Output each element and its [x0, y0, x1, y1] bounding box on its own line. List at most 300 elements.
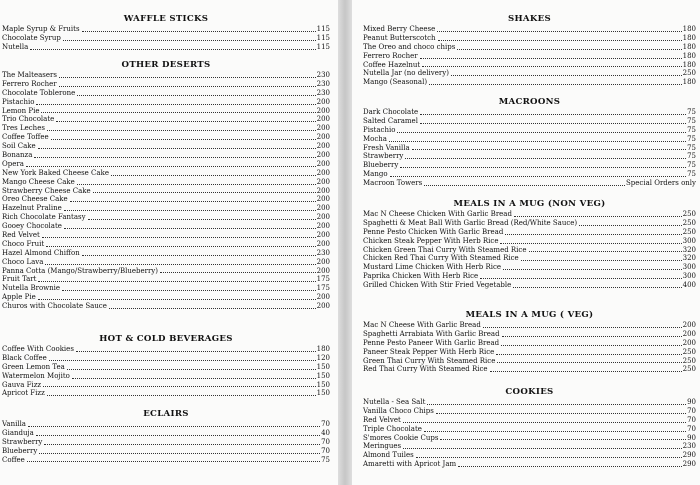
item-price: 180 — [316, 344, 330, 353]
dot-leader — [579, 225, 681, 226]
item-name: Chocolate Toblerone — [2, 88, 76, 97]
dot-leader — [440, 439, 686, 440]
dot-leader — [67, 369, 316, 370]
menu-item — [2, 98, 330, 107]
item-name: Macroon Towers — [363, 179, 423, 188]
item-price: 75 — [687, 161, 696, 170]
item-name: S'mores Cookie Cups — [363, 433, 439, 442]
item-price: 200 — [316, 177, 330, 186]
menu-item — [363, 52, 696, 61]
item-name: Blueberry — [363, 161, 399, 170]
dot-leader — [62, 290, 316, 291]
item-name: Pistachio — [2, 97, 35, 106]
menu-item — [363, 434, 696, 443]
item-name: Green Thai Curry With Steamed Rice — [363, 356, 496, 365]
item-name: Strawberry — [2, 437, 43, 446]
item-price: 300 — [682, 272, 696, 281]
dot-leader — [46, 246, 315, 247]
menu-item — [363, 460, 696, 469]
menu-item — [363, 161, 696, 170]
menu-item — [2, 178, 330, 187]
item-name: Fruit Tart — [2, 275, 37, 284]
dot-leader — [424, 185, 625, 186]
menu-item — [2, 107, 330, 116]
item-name: Meringues — [363, 442, 402, 451]
menu-item — [2, 389, 330, 398]
menu-item — [2, 25, 330, 34]
menu-item — [2, 231, 330, 240]
dot-leader — [403, 422, 686, 423]
menu-item — [363, 254, 696, 263]
item-name: Red Velvet — [2, 231, 40, 240]
item-name: Mocha — [363, 134, 387, 143]
item-price: 180 — [682, 51, 696, 60]
dot-leader — [500, 243, 681, 244]
item-name: Lemon Pie — [2, 106, 40, 115]
item-price: 200 — [682, 320, 696, 329]
item-name: Salted Caramel — [363, 116, 418, 125]
section-title: COOKIES — [505, 387, 554, 397]
menu-item — [363, 61, 696, 70]
item-name: Triple Chocolate — [363, 424, 422, 433]
section-title: HOT & COLD BEVERAGES — [99, 334, 233, 344]
dot-leader — [420, 114, 686, 115]
item-price: 250 — [682, 218, 696, 227]
menu-item — [2, 267, 330, 276]
dot-leader — [56, 121, 315, 122]
dot-leader — [64, 210, 316, 211]
item-price: 180 — [682, 42, 696, 51]
dot-leader — [59, 77, 316, 78]
item-price: 250 — [682, 209, 696, 218]
item-name: Mixed Berry Cheese — [363, 24, 436, 33]
item-price: 115 — [316, 33, 330, 42]
menu-item — [2, 240, 330, 249]
item-price: 150 — [316, 362, 330, 371]
dot-leader — [49, 360, 316, 361]
item-name: Coffee — [2, 455, 25, 464]
menu-list — [363, 25, 696, 87]
dot-leader — [501, 345, 682, 346]
item-name: Coffee Hazelnut — [363, 60, 421, 69]
menu-item — [2, 169, 330, 178]
item-name: Penne Pesto Paneer With Garlic Bread — [363, 338, 500, 347]
item-price: 90 — [687, 433, 696, 442]
item-price: 250 — [682, 69, 696, 78]
item-price: 200 — [316, 239, 330, 248]
menu-item — [2, 34, 330, 43]
item-name: Chicken Red Thai Curry With Steamed Rice — [363, 254, 519, 263]
dot-leader — [26, 166, 316, 167]
section-title: MEALS IN A MUG ( VEG) — [465, 310, 594, 320]
item-price: 200 — [682, 329, 696, 338]
item-price: 200 — [316, 266, 330, 275]
item-price: 200 — [316, 222, 330, 231]
menu-item — [2, 345, 330, 354]
dot-leader — [41, 112, 315, 113]
menu-list — [2, 345, 330, 398]
item-name: Spaghetti & Meat Ball With Garlic Bread (Red/White Sauce) — [363, 218, 578, 227]
item-price: 115 — [316, 42, 330, 51]
dot-leader — [420, 58, 682, 59]
item-name: Pistachio — [363, 125, 396, 134]
dot-leader — [30, 49, 315, 50]
item-name: Amaretti with Apricot Jam — [363, 460, 457, 469]
dot-leader — [82, 31, 316, 32]
menu-item — [2, 213, 330, 222]
item-price: 40 — [321, 428, 330, 437]
item-price: 200 — [316, 195, 330, 204]
dot-leader — [389, 141, 686, 142]
item-name: Gianduja — [2, 428, 34, 437]
dot-leader — [111, 175, 316, 176]
item-price: 230 — [682, 442, 696, 451]
item-price: 200 — [316, 142, 330, 151]
shakes-section — [363, 13, 696, 87]
item-name: Churos with Chocolate Sauce — [2, 302, 107, 311]
item-name: Gauva Fizz — [2, 380, 42, 389]
item-price: 180 — [682, 78, 696, 87]
dot-leader — [77, 95, 315, 96]
item-price: 250 — [682, 365, 696, 374]
menu-item — [363, 330, 696, 339]
dot-leader — [88, 219, 316, 220]
dot-leader — [82, 255, 316, 256]
menu-item — [363, 69, 696, 78]
menu-item — [363, 339, 696, 348]
item-name: Penne Pesto Chicken With Garlic Bread — [363, 227, 504, 236]
item-price: 230 — [316, 70, 330, 79]
item-price: 75 — [687, 143, 696, 152]
menu-list — [363, 398, 696, 469]
menu-list — [363, 321, 696, 374]
menu-item — [363, 108, 696, 117]
item-name: Grilled Chicken With Stir Fried Vegetable — [363, 281, 512, 290]
item-name: Red Thai Curry With Steamed Rice — [363, 365, 488, 374]
item-name: Choco Lava — [2, 257, 44, 266]
waffle-sticks-section — [2, 13, 330, 52]
menu-item — [363, 416, 696, 425]
menu-item — [2, 447, 330, 456]
item-name: Soil Cake — [2, 142, 36, 151]
section-title: ECLAIRS — [143, 409, 189, 419]
item-name: Paneer Steak Pepper With Herb Rice — [363, 347, 495, 356]
item-name: Nutella - Sea Salt — [363, 397, 426, 406]
menu-item — [2, 195, 330, 204]
menu-item — [2, 429, 330, 438]
menu-item — [363, 117, 696, 126]
item-name: Vanilla Choco Chips — [363, 406, 434, 415]
item-name: Paprika Chicken With Herb Rice — [363, 272, 479, 281]
dot-leader — [429, 84, 682, 85]
dot-leader — [513, 287, 681, 288]
item-price: 150 — [316, 371, 330, 380]
section-title: OTHER DESERTS — [121, 60, 211, 70]
item-name: Gooey Chocolate — [2, 222, 62, 231]
section-title: MEALS IN A MUG (NON VEG) — [453, 199, 606, 209]
menu-item — [2, 354, 330, 363]
item-price: Special Orders only — [625, 179, 696, 188]
section-title: MACROONS — [498, 97, 561, 107]
menu-item — [363, 357, 696, 366]
menu-item — [2, 372, 330, 381]
item-price: 200 — [316, 151, 330, 159]
menu-item — [363, 246, 696, 255]
item-name: Trio Chocolate — [2, 115, 55, 124]
section-title: SHAKES — [507, 14, 552, 24]
dot-leader — [529, 251, 682, 252]
menu-item — [363, 78, 696, 87]
dot-leader — [47, 395, 316, 396]
item-price: 300 — [682, 236, 696, 245]
menu-page-right — [352, 0, 700, 485]
item-price: 90 — [687, 397, 696, 406]
item-name: Chicken Green Thai Curry With Steamed Rice — [363, 245, 527, 254]
item-price: 180 — [682, 24, 696, 33]
macroons-section — [363, 96, 696, 188]
item-name: Coffee Toffee — [2, 133, 49, 142]
dot-leader — [36, 435, 320, 436]
item-price: 290 — [682, 460, 696, 469]
dot-leader — [63, 40, 316, 41]
dot-leader — [490, 371, 682, 372]
item-price: 150 — [316, 389, 330, 398]
dot-leader — [59, 86, 316, 87]
dot-leader — [44, 444, 320, 445]
item-name: Mac N Cheese With Garlic Bread — [363, 320, 481, 329]
item-name: Hazel Almond Chiffon — [2, 248, 80, 257]
item-name: Spaghetti Arrabiata With Garlic Bread — [363, 329, 500, 338]
menu-item — [2, 258, 330, 267]
menu-item — [2, 293, 330, 302]
dot-leader — [400, 167, 686, 168]
item-price: 120 — [316, 353, 330, 362]
menu-item — [2, 124, 330, 133]
item-price: 75 — [321, 455, 330, 464]
item-price: 200 — [682, 338, 696, 347]
menu-page-left — [0, 0, 338, 485]
item-price: 75 — [687, 134, 696, 143]
item-price: 200 — [316, 115, 330, 124]
dot-leader — [45, 264, 315, 265]
item-price: 290 — [682, 451, 696, 460]
dot-leader — [503, 269, 682, 270]
item-name: Panna Cotta (Mango/Strawberry/Blueberry) — [2, 266, 158, 275]
menu-list — [2, 420, 330, 464]
item-name: Chocolate Syrup — [2, 33, 61, 42]
item-name: Watermelon Mojito — [2, 371, 70, 380]
menu-list — [2, 25, 330, 52]
dot-leader — [397, 132, 686, 133]
item-price: 70 — [687, 406, 696, 415]
item-price: 250 — [682, 227, 696, 236]
dot-leader — [416, 457, 682, 458]
item-price: 200 — [316, 204, 330, 213]
item-price: 70 — [687, 415, 696, 424]
item-price: 115 — [316, 24, 330, 33]
item-name: Chicken Steak Pepper With Herb Rice — [363, 236, 499, 245]
item-name: Mango Cheese Cake — [2, 177, 75, 186]
menu-item — [2, 133, 330, 142]
item-price: 300 — [682, 263, 696, 272]
menu-item — [2, 160, 330, 169]
dot-leader — [405, 158, 686, 159]
menu-item — [2, 275, 330, 284]
menu-item — [363, 135, 696, 144]
item-name: Green Lemon Tea — [2, 362, 65, 371]
item-name: Nutella Brownie — [2, 284, 61, 293]
dot-leader — [451, 75, 682, 76]
item-name: Mango (Seasonal) — [363, 78, 428, 87]
menu-item — [2, 438, 330, 447]
item-price: 200 — [316, 159, 330, 168]
item-price: 200 — [316, 168, 330, 177]
dot-leader — [437, 31, 681, 32]
dot-leader — [480, 278, 681, 279]
item-name: Almond Tuiles — [363, 451, 414, 460]
item-name: Red Velvet — [363, 415, 401, 424]
item-name: Coffee With Cookies — [2, 344, 74, 353]
meals-in-mug-veg-section — [363, 309, 696, 374]
menu-item — [2, 71, 330, 80]
item-name: Hazelnut Praline — [2, 204, 62, 213]
section-title: WAFFLE STICKS — [123, 14, 209, 24]
menu-item — [363, 398, 696, 407]
dot-leader — [109, 308, 316, 309]
item-name: Strawberry Cheese Cake — [2, 186, 91, 195]
dot-leader — [64, 228, 316, 229]
menu-item — [363, 365, 696, 374]
dot-leader — [521, 260, 682, 261]
item-price: 75 — [687, 125, 696, 134]
menu-item — [363, 126, 696, 135]
dot-leader — [420, 123, 686, 124]
menu-item — [363, 442, 696, 451]
item-price: 75 — [687, 170, 696, 179]
dot-leader — [93, 192, 316, 193]
menu-item — [363, 25, 696, 34]
dot-leader — [483, 327, 682, 328]
menu-item — [363, 348, 696, 357]
item-price: 250 — [682, 356, 696, 365]
menu-item — [363, 263, 696, 272]
menu-item — [2, 187, 330, 196]
dot-leader — [438, 40, 682, 41]
dot-leader — [427, 404, 686, 405]
menu-item — [363, 321, 696, 330]
menu-item — [2, 222, 330, 231]
menu-item — [2, 284, 330, 293]
dot-leader — [51, 139, 316, 140]
dot-leader — [28, 426, 320, 427]
dot-leader — [72, 378, 316, 379]
dot-leader — [412, 149, 686, 150]
item-name: Mustard Lime Chicken With Herb Rice — [363, 263, 502, 272]
dot-leader — [38, 148, 316, 149]
item-name: Oreo Cheese Cake — [2, 195, 68, 204]
dot-leader — [403, 448, 681, 449]
item-name: Ferrero Rocher — [363, 51, 418, 60]
dot-leader — [457, 49, 681, 50]
item-price: 200 — [316, 302, 330, 311]
item-name: Vanilla — [2, 419, 26, 428]
menu-item — [363, 179, 696, 188]
menu-list — [2, 71, 330, 311]
meals-in-mug-nonveg-section — [363, 198, 696, 290]
menu-item — [363, 210, 696, 219]
menu-item — [2, 142, 330, 151]
item-price: 180 — [682, 60, 696, 69]
item-price: 175 — [316, 275, 330, 284]
menu-item — [363, 152, 696, 161]
item-name: Mango — [363, 170, 388, 179]
menu-item — [363, 34, 696, 43]
menu-list — [363, 108, 696, 188]
item-name: Apricot Fizz — [2, 389, 45, 398]
menu-item — [2, 151, 330, 160]
item-name: Maple Syrup & Fruits — [2, 24, 80, 33]
menu-item — [2, 420, 330, 429]
dot-leader — [514, 216, 682, 217]
beverages-section — [2, 333, 330, 398]
dot-leader — [70, 201, 316, 202]
dot-leader — [34, 157, 315, 158]
dot-leader — [424, 431, 686, 432]
menu-item — [363, 237, 696, 246]
item-price: 200 — [316, 106, 330, 115]
item-price: 180 — [682, 33, 696, 42]
item-price: 200 — [316, 213, 330, 222]
menu-item — [363, 43, 696, 52]
other-deserts-section — [2, 59, 330, 311]
item-name: Tres Leches — [2, 124, 45, 133]
item-price: 75 — [687, 107, 696, 116]
page-gutter — [338, 0, 352, 485]
item-name: Ferrero Rocher — [2, 79, 57, 88]
item-name: Black Coffee — [2, 353, 47, 362]
item-price: 200 — [316, 293, 330, 302]
item-name: Apple Pie — [2, 293, 36, 302]
item-name: Bonanza — [2, 151, 33, 159]
menu-item — [2, 80, 330, 89]
item-price: 200 — [316, 186, 330, 195]
item-name: The Oreo and choco chips — [363, 42, 456, 51]
menu-list — [363, 210, 696, 290]
item-price: 200 — [316, 257, 330, 266]
menu-item — [363, 144, 696, 153]
dot-leader — [458, 466, 681, 467]
item-price: 70 — [687, 424, 696, 433]
eclairs-section — [2, 408, 330, 464]
item-name: Peanut Butterscotch — [363, 33, 436, 42]
item-price: 230 — [316, 248, 330, 257]
item-name: Blueberry — [2, 446, 38, 455]
menu-item — [363, 407, 696, 416]
menu-item — [363, 281, 696, 290]
dot-leader — [38, 281, 315, 282]
menu-item — [2, 363, 330, 372]
menu-item — [2, 249, 330, 258]
item-price: 70 — [321, 446, 330, 455]
menu-item — [2, 302, 330, 311]
menu-item — [363, 425, 696, 434]
menu-item — [363, 170, 696, 179]
item-name: Nutella Jar (no delivery) — [363, 69, 449, 78]
item-price: 70 — [321, 437, 330, 446]
cookies-section — [363, 386, 696, 469]
item-price: 320 — [682, 254, 696, 263]
dot-leader — [42, 237, 316, 238]
